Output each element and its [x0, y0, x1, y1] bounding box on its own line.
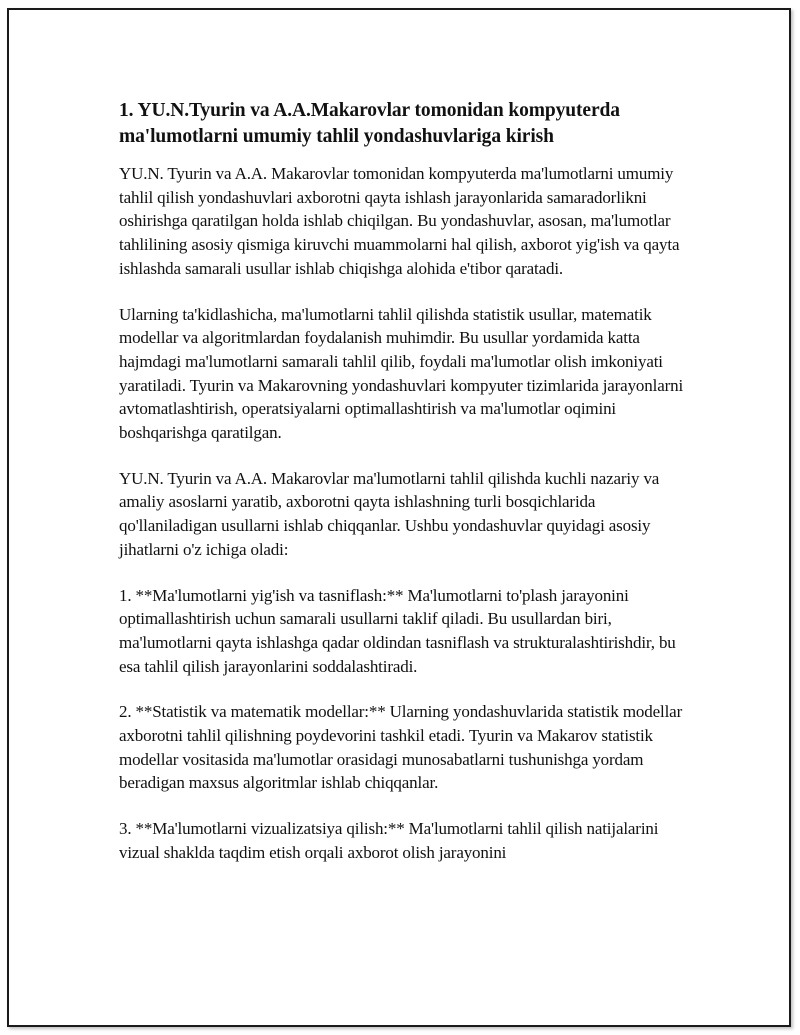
document-title: 1. YU.N.Tyurin va A.A.Makarovlar tomonidan kompyuterda ma'lumotlarni umumiy tahlil yondashuvlariga kirish — [119, 100, 620, 147]
list-item-data-collection: 1. **Ma'lumotlarni yig'ish va tasniflash:** Ma'lumotlarni to'plash jarayonini optimallashtirish uchun samarali usullarni taklif qiladi. Bu usullardan biri, ma'lumotlarni qayta ishlashga qadar oldindan tasniflash va strukturalashtirishdir, bu esa tahlil qilish jarayonlarini soddalashtiradi. — [119, 585, 676, 676]
paragraph-foundations: YU.N. Tyurin va A.A. Makarovlar ma'lumotlarni tahlil qilishda kuchli nazariy va amaliy asoslarni yaratib, axborotni qayta ishlashning turli bosqichlarida qo'llaniladigan usullarni ishlab chiqqanlar. Ushbu yondashuvlar quyidagi asosiy jihatlarni o'z ichiga oladi: — [119, 468, 660, 559]
list-item-visualization: 3. **Ma'lumotlarni vizualizatsiya qilish:** Ma'lumotlarni tahlil qilish natijalarini vizual shaklda taqdim etish orqali axborot olish jarayonini — [119, 819, 659, 862]
list-item-statistical-models: 2. **Statistik va matematik modellar:** Ularning yondashuvlarida statistik modellar axborotni tahlil qilishning poydevorini tashkil etadi. Tyurin va Makarov statistik modellar vositasida ma'lumotlar orasidagi munosabatlarni tushunishga yordam beradigan maxsus algoritmlar ishlab chiqqanlar. — [119, 702, 683, 793]
document-body — [119, 98, 693, 887]
paragraph-methods: Ularning ta'kidlashicha, ma'lumotlarni tahlil qilishda statistik usullar, matematik modellar va algoritmlardan foydalanish muhimdir. Bu usullar yordamida katta hajmdagi ma'lumotlarni samarali tahlil qilib, foydali ma'lumotlar olish imkoniyati yaratiladi. Tyurin va Makarovning yondashuvlari kompyuter tizimlarida jarayonlarni avtomatlashtirish, operatsiyalarni optimallashtirish va ma'lumotlar oqimini boshqarishga qaratilgan. — [119, 304, 684, 443]
page-frame — [7, 8, 791, 1027]
paragraph-intro: YU.N. Tyurin va A.A. Makarovlar tomonidan kompyuterda ma'lumotlarni umumiy tahlil qilish yondashuvlari axborotni qayta ishlash jarayonlarida samaradorlikni oshirishga qaratilgan holda ishlab chiqilgan. Bu yondashuvlar, asosan, ma'lumotlar tahlilining asosiy qismiga kiruvchi muammolarni hal qilish, axborot yig'ish va qayta ishlashda samarali usullar ishlab chiqishga alohida e'tibor qaratadi. — [119, 164, 680, 278]
